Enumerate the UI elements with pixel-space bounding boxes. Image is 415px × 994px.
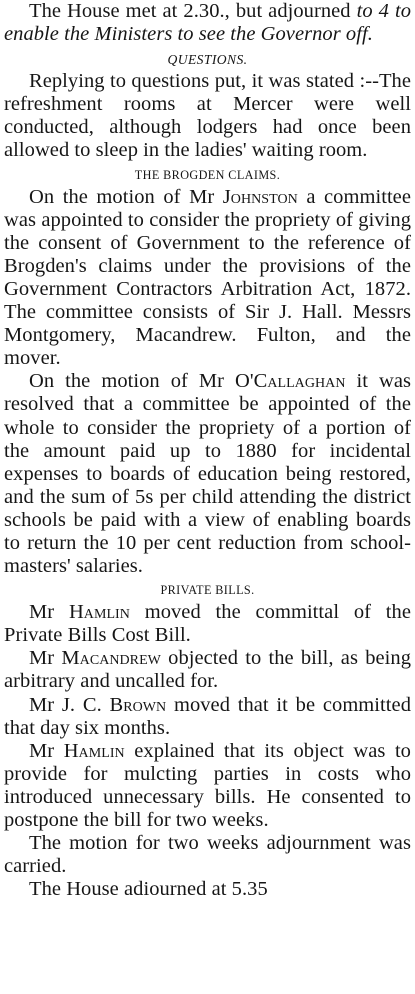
pb-p4-post: explained that its object was to provide for mulcting parties in costs who introduced unnecessary bills. He consented to postpone the bill for two weeks. bbox=[4, 739, 411, 831]
private-bills-paragraph-3 bbox=[4, 694, 411, 740]
brogden-p1-post: a committee was appointed to consider the propriety of giving the consent of Government to the reference of Brogden's claims under the provisions of the Government Contractors Arbitration Act, 1872. The committee consists of Sir J. Hall. Messrs Montgomery, Macandrew. Fulton, and the mover. bbox=[4, 185, 411, 370]
pb-p2-pre: Mr bbox=[29, 647, 62, 670]
private-bills-paragraph-5: The motion for two weeks adjournment was carried. bbox=[4, 832, 411, 878]
questions-heading: QUESTIONS. bbox=[167, 52, 248, 68]
brogden-paragraph-1 bbox=[4, 186, 411, 371]
member-name: O'Callaghan bbox=[235, 370, 346, 393]
pb-p2-post: objected to the bill, as being arbitrary and uncalled for. bbox=[4, 647, 411, 693]
member-name: Brown bbox=[109, 693, 167, 716]
private-bills-heading: PRIVATE BILLS. bbox=[160, 583, 255, 598]
pb-p4-pre: Mr bbox=[29, 739, 64, 762]
questions-paragraph: Replying to questions put, it was stated :--The refreshment rooms at Mercer were well conducted, although lodgers had once been allowed to sleep in the ladies' waiting room. bbox=[4, 70, 411, 162]
private-bills-paragraph-2 bbox=[4, 647, 411, 693]
opening-text-part1: The House met at 2.30., but adjourned bbox=[29, 0, 357, 22]
private-bills-paragraph-6: The House adiourned at 5.35 bbox=[29, 878, 268, 901]
member-name: Hamlin bbox=[68, 601, 130, 624]
brogden-heading: THE BROGDEN CLAIMS. bbox=[134, 167, 281, 182]
private-bills-paragraph-1 bbox=[4, 601, 411, 647]
private-bills-paragraph-4 bbox=[4, 740, 411, 832]
pb-p1-post: moved the committal of the Private Bills Cost Bill. bbox=[4, 601, 411, 647]
pb-p3-pre: Mr J. C. bbox=[29, 693, 110, 716]
member-name: Johnston bbox=[222, 185, 298, 208]
pb-p1-pre: Mr bbox=[29, 601, 69, 624]
opening-paragraph bbox=[4, 0, 411, 46]
brogden-p2-post: it was resolved that a committee be appointed of the whole to consider the propriety of a portion of the amount paid up to 1880 for incidental expenses to boards of education being restored, and the sum of 5s per child attending the district schools be paid with a view of enabling boards to return the 10 per cent reduction from school-masters' salaries. bbox=[4, 370, 411, 578]
brogden-p1-pre: On the motion of Mr bbox=[29, 185, 223, 208]
brogden-p2-pre: On the motion of Mr bbox=[29, 370, 235, 393]
member-name: Hamlin bbox=[63, 739, 125, 762]
opening-text-part2: to 4 to enable the Ministers to see the Governor off. bbox=[4, 0, 411, 46]
article-column bbox=[4, 0, 411, 901]
brogden-paragraph-2 bbox=[4, 370, 411, 578]
pb-p3-post: moved that it be committed that day six months. bbox=[4, 693, 411, 739]
member-name: Macandrew bbox=[61, 647, 161, 670]
